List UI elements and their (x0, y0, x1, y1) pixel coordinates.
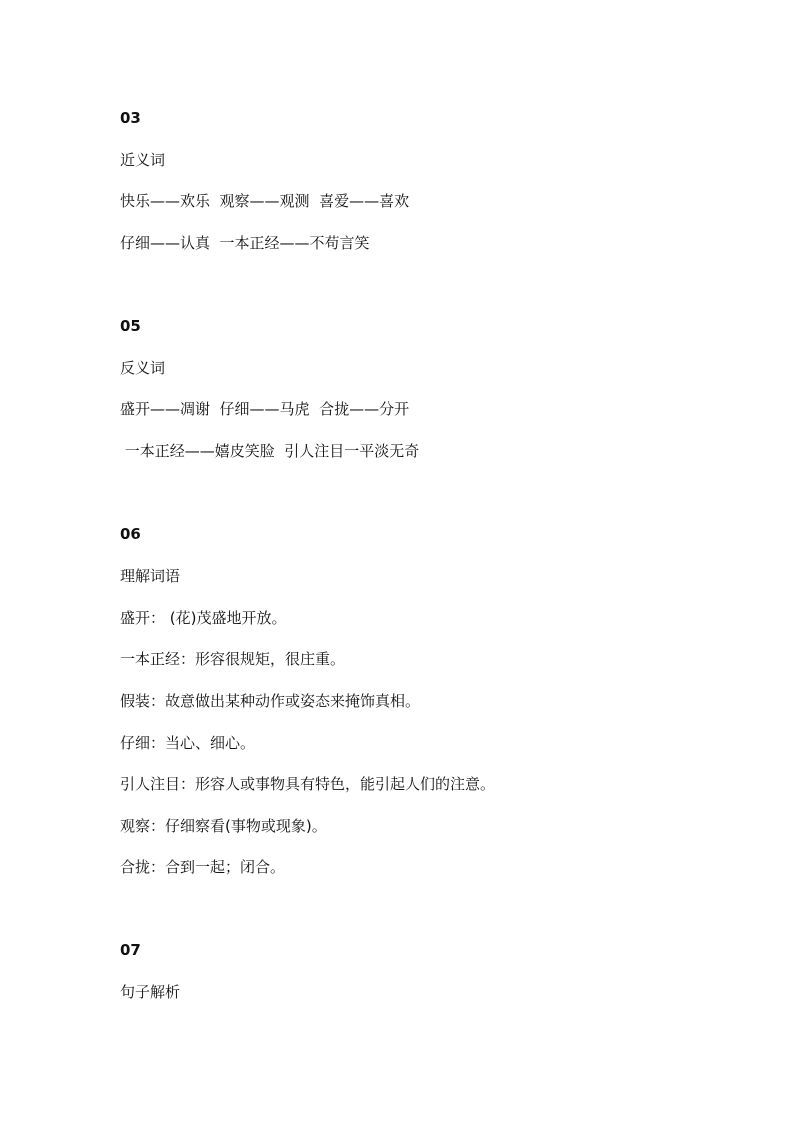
definition-line: 仔细：当心、细心。 (120, 734, 256, 752)
text-line: 仔细——认真 一本正经——不苟言笑 (120, 234, 370, 252)
section-title: 近义词 (120, 151, 166, 169)
text-line: 盛开——凋谢 仔细——马虎 合拢——分开 (120, 400, 410, 418)
text-line: 一本正经——嬉皮笑脸 引人注目一平淡无奇 (120, 442, 420, 460)
definition-line: 观察：仔细察看(事物或现象)。 (120, 817, 327, 835)
section-title: 句子解析 (120, 983, 181, 1001)
definition-line: 盛开： (花)茂盛地开放。 (120, 609, 287, 627)
section-title: 反义词 (120, 359, 166, 377)
definition-line: 合拢：合到一起；闭合。 (120, 858, 286, 876)
section-number: 06 (120, 525, 141, 543)
definition-line: 引人注目：形容人或事物具有特色，能引起人们的注意。 (120, 775, 496, 793)
definition-line: 假装：故意做出某种动作或姿态来掩饰真相。 (120, 692, 421, 710)
definition-line: 一本正经：形容很规矩，很庄重。 (120, 650, 346, 668)
text-line: 快乐——欢乐 观察——观测 喜爱——喜欢 (120, 192, 410, 210)
section-number: 07 (120, 941, 141, 959)
section-number: 03 (120, 109, 141, 127)
section-title: 理解词语 (120, 567, 181, 585)
section-number: 05 (120, 317, 141, 335)
